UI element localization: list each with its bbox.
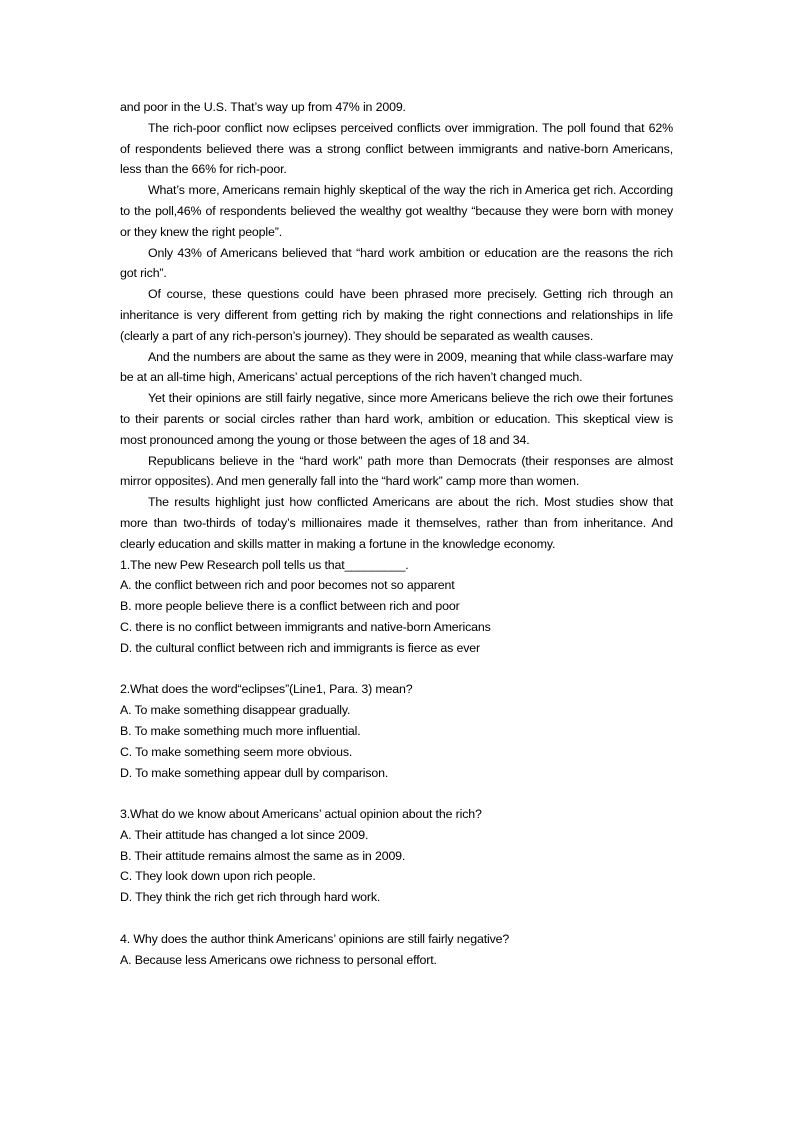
question-list xyxy=(120,555,673,971)
answer-option-c: C. there is no conflict between immigrants and native-born Americans xyxy=(120,619,491,634)
answer-option-a: A. the conflict between rich and poor becomes not so apparent xyxy=(120,578,455,593)
spacer xyxy=(120,659,673,680)
answer-option-c: C. To make something seem more obvious. xyxy=(120,744,353,759)
passage xyxy=(120,97,673,555)
passage-paragraph: The results highlight just how conflicted Americans are about the rich. Most studies show that more than two-thirds of today’s millionaires made it themselves, rather than from inheritance. And clearly education and skills matter in making a fortune in the knowledge economy. xyxy=(120,495,673,551)
passage-paragraph: The rich-poor conflict now eclipses perceived conflicts over immigration. The poll found that 62% of respondents believed there was a strong conflict between immigrants and native-born Americans, less than the 66% for rich-poor. xyxy=(120,120,673,177)
answer-option-a: A. Their attitude has changed a lot since 2009. xyxy=(120,827,369,842)
answer-option-b: B. To make something much more influential. xyxy=(120,723,361,738)
passage-paragraph: Republicans believe in the “hard work” path more than Democrats (their responses are almost mirror opposites). And men generally fall into the “hard work” camp more than women. xyxy=(120,453,673,489)
answer-option-b: B. Their attitude remains almost the same as in 2009. xyxy=(120,848,406,863)
passage-paragraph: Only 43% of Americans believed that “hard work ambition or education are the reasons the rich got rich”. xyxy=(120,245,673,281)
question-1 xyxy=(120,555,673,659)
passage-paragraph: And the numbers are about the same as they were in 2009, meaning that while class-warfare may be at an all-time high, Americans’ actual perceptions of the rich haven’t changed much. xyxy=(120,349,673,385)
passage-paragraph: Of course, these questions could have been phrased more precisely. Getting rich through an inheritance is very different from getting rich by making the right connections and relationships in life (clearly a part of any rich-person’s journey). They should be separated as wealth causes. xyxy=(120,287,673,343)
question-2 xyxy=(120,679,673,783)
question-stem: 3.What do we know about Americans’ actual opinion about the rich? xyxy=(120,807,482,822)
spacer xyxy=(120,783,673,804)
answer-option-d: D. To make something appear dull by comparison. xyxy=(120,765,389,780)
answer-option-d: D. They think the rich get rich through hard work. xyxy=(120,890,381,905)
answer-option-a: A. Because less Americans owe richness to personal effort. xyxy=(120,952,437,967)
spacer xyxy=(120,908,673,929)
question-4 xyxy=(120,929,673,971)
passage-paragraph: Yet their opinions are still fairly negative, since more Americans believe the rich owe their fortunes to their parents or social circles rather than hard work, ambition or education. This skeptical view is most pronounced among the young or those between the ages of 18 and 34. xyxy=(120,391,673,447)
question-3 xyxy=(120,804,673,908)
passage-paragraph: and poor in the U.S. That’s way up from 47% in 2009. xyxy=(120,100,406,114)
passage-paragraph: What’s more, Americans remain highly skeptical of the way the rich in America get rich. According to the poll,46% of respondents believed the wealthy got wealthy “because they were born with money or they knew the right people”. xyxy=(120,183,673,239)
question-stem: 1.The new Pew Research poll tells us that_________. xyxy=(120,557,409,572)
answer-option-d: D. the cultural conflict between rich and immigrants is fierce as ever xyxy=(120,640,480,655)
answer-option-b: B. more people believe there is a conflict between rich and poor xyxy=(120,599,460,614)
answer-option-a: A. To make something disappear gradually. xyxy=(120,703,351,718)
question-stem: 4. Why does the author think Americans’ opinions are still fairly negative? xyxy=(120,931,510,946)
question-stem: 2.What does the word“eclipses”(Line1, Para. 3) mean? xyxy=(120,682,413,697)
answer-option-c: C. They look down upon rich people. xyxy=(120,869,316,884)
